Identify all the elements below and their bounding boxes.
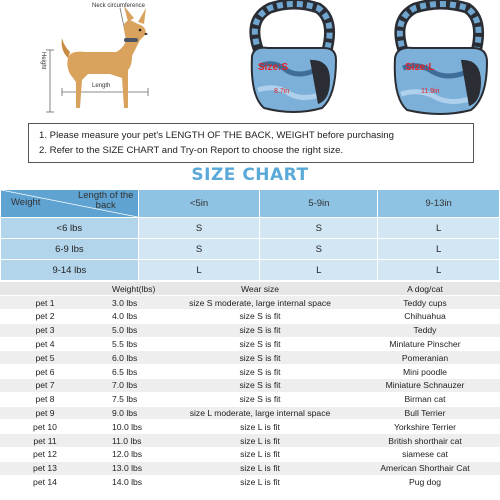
weight-range-cell: 9-14 lbs <box>1 260 139 281</box>
sling-bag-icon <box>238 0 348 118</box>
pet-breed-cell: British shorthair cat <box>350 434 500 448</box>
pet-weight-cell: 5.0 lbs <box>90 323 170 337</box>
pet-table-row <box>0 434 500 448</box>
pet-table-row <box>0 379 500 393</box>
size-cell: L <box>378 260 500 281</box>
sling-size-s-image <box>238 0 348 118</box>
weight-range-cell: 6-9 lbs <box>1 239 139 260</box>
pet-table-row <box>0 337 500 351</box>
pet-wear-size-cell: size S is fit <box>170 351 350 365</box>
pet-table-row <box>0 351 500 365</box>
product-illustration <box>0 0 500 118</box>
size-s-dimension: 8.7in <box>274 88 290 95</box>
size-chart-table <box>0 189 500 281</box>
size-cell: L <box>260 260 378 281</box>
dog-icon <box>0 0 200 118</box>
neck-circumference-label: Neck circumference <box>92 3 146 9</box>
weight-range-cell: <6 lbs <box>1 218 139 239</box>
pet-table-row <box>0 323 500 337</box>
pet-weight-cell: 7.0 lbs <box>90 379 170 393</box>
length-label: Length <box>92 83 111 89</box>
pet-wear-size-cell: size L is fit <box>170 420 350 434</box>
pet-wear-size-cell: size L is fit <box>170 434 350 448</box>
size-cell: S <box>260 239 378 260</box>
pet-table-row <box>0 448 500 462</box>
pet-name-cell: pet 10 <box>0 420 90 434</box>
pet-name-cell: pet 12 <box>0 448 90 462</box>
pet-weight-cell: 3.0 lbs <box>90 296 170 310</box>
corner-weight-label: Weight <box>11 197 41 208</box>
pet-name-cell: pet 9 <box>0 406 90 420</box>
pet-table-row <box>0 420 500 434</box>
instruction-line-1: 1. Please measure your pet's LENGTH OF THE BACK, WEIGHT before purchasing <box>39 130 394 141</box>
pet-wear-size-cell: size S is fit <box>170 310 350 324</box>
pet-weight-cell: 5.5 lbs <box>90 337 170 351</box>
dog-measurement-image <box>0 0 200 118</box>
size-chart-row <box>1 239 500 260</box>
pet-breed-cell: Teddy <box>350 323 500 337</box>
pet-weight-cell: 6.5 lbs <box>90 365 170 379</box>
pet-wear-size-cell: size S is fit <box>170 392 350 406</box>
size-chart-column-header: 9-13in <box>378 190 500 218</box>
pet-name-cell: pet 5 <box>0 351 90 365</box>
pet-breed-cell: Minlature Pinscher <box>350 337 500 351</box>
pet-breed-cell: Birman cat <box>350 392 500 406</box>
pet-tryon-table <box>0 282 500 489</box>
pet-weight-cell: 10.0 lbs <box>90 420 170 434</box>
size-s-label: Size:S <box>258 62 289 73</box>
size-chart-header-row <box>1 190 500 218</box>
pet-name-cell: pet 3 <box>0 323 90 337</box>
pet-breed-cell: siamese cat <box>350 448 500 462</box>
pet-name-cell: pet 6 <box>0 365 90 379</box>
height-label: Height <box>40 52 46 70</box>
pet-name-cell: pet 1 <box>0 296 90 310</box>
pet-table-header-row <box>0 282 500 296</box>
pet-wear-size-cell: size L moderate, large internal space <box>170 406 350 420</box>
pet-weight-cell: 12.0 lbs <box>90 448 170 462</box>
measurement-instructions <box>28 123 474 163</box>
size-cell: L <box>378 239 500 260</box>
pet-breed-cell: Chihuahua <box>350 310 500 324</box>
pet-breed-cell: Bull Terrier <box>350 406 500 420</box>
pet-weight-cell: 6.0 lbs <box>90 351 170 365</box>
size-chart-corner-cell <box>1 190 139 218</box>
pet-name-cell: pet 4 <box>0 337 90 351</box>
pet-wear-size-cell: size S is fit <box>170 323 350 337</box>
pet-table-row <box>0 365 500 379</box>
pet-table-header: A dog/cat <box>350 282 500 296</box>
pet-name-cell: pet 13 <box>0 461 90 475</box>
pet-weight-cell: 9.0 lbs <box>90 406 170 420</box>
pet-breed-cell: American Shorthair Cat <box>350 461 500 475</box>
pet-breed-cell: Miniature Schnauzer <box>350 379 500 393</box>
pet-breed-cell: Teddy cups <box>350 296 500 310</box>
pet-table-row <box>0 475 500 489</box>
pet-table-row <box>0 461 500 475</box>
pet-weight-cell: 4.0 lbs <box>90 310 170 324</box>
pet-table-row <box>0 310 500 324</box>
size-cell: S <box>138 239 260 260</box>
pet-wear-size-cell: size S is fit <box>170 365 350 379</box>
size-chart-column-header: <5in <box>138 190 260 218</box>
pet-breed-cell: Mini poodle <box>350 365 500 379</box>
pet-breed-cell: Pug dog <box>350 475 500 489</box>
corner-length-label: Length of the back <box>77 190 134 211</box>
pet-weight-cell: 14.0 lbs <box>90 475 170 489</box>
pet-wear-size-cell: size L is fit <box>170 461 350 475</box>
size-cell: S <box>138 218 260 239</box>
pet-wear-size-cell: size S is fit <box>170 379 350 393</box>
pet-name-cell: pet 2 <box>0 310 90 324</box>
size-cell: L <box>378 218 500 239</box>
pet-weight-cell: 7.5 lbs <box>90 392 170 406</box>
pet-wear-size-cell: size S is fit <box>170 337 350 351</box>
pet-table-row <box>0 296 500 310</box>
size-cell: L <box>138 260 260 281</box>
size-chart-column-header: 5-9in <box>260 190 378 218</box>
pet-table-row <box>0 406 500 420</box>
size-cell: S <box>260 218 378 239</box>
pet-table-header <box>0 282 90 296</box>
pet-breed-cell: Pomeranian <box>350 351 500 365</box>
pet-table-header: Wear size <box>170 282 350 296</box>
pet-table-row <box>0 392 500 406</box>
pet-name-cell: pet 7 <box>0 379 90 393</box>
size-chart-title: SIZE CHART <box>191 165 309 185</box>
sling-bag-icon <box>385 0 495 118</box>
pet-table-header: Weight(lbs) <box>90 282 170 296</box>
size-chart-row <box>1 260 500 281</box>
pet-weight-cell: 13.0 lbs <box>90 461 170 475</box>
pet-name-cell: pet 14 <box>0 475 90 489</box>
pet-breed-cell: Yorkshire Terrier <box>350 420 500 434</box>
pet-wear-size-cell: size S moderate, large internal space <box>170 296 350 310</box>
pet-name-cell: pet 11 <box>0 434 90 448</box>
pet-weight-cell: 11.0 lbs <box>90 434 170 448</box>
pet-wear-size-cell: size L is fit <box>170 475 350 489</box>
instruction-line-2: 2. Refer to the SIZE CHART and Try-on Report to choose the right size. <box>39 145 344 156</box>
size-l-label: Size:L <box>405 62 435 73</box>
size-l-dimension: 11.9in <box>421 88 440 95</box>
size-chart-row <box>1 218 500 239</box>
pet-name-cell: pet 8 <box>0 392 90 406</box>
pet-wear-size-cell: size L is fit <box>170 448 350 462</box>
sling-size-l-image <box>385 0 495 118</box>
